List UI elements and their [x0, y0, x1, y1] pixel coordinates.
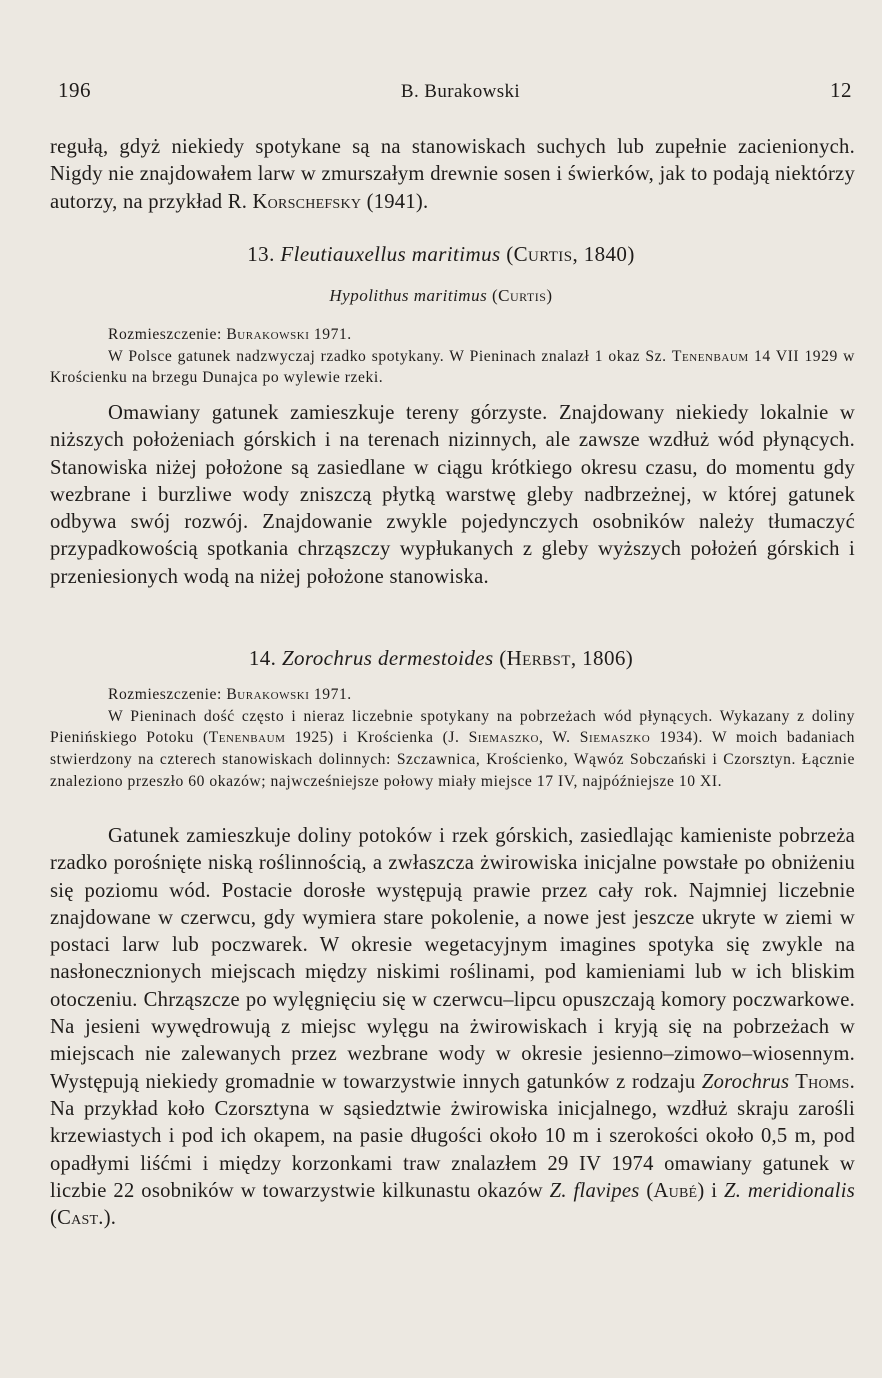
records-author: Siemaszko: [468, 729, 540, 747]
genus-name: Zorochrus: [701, 1070, 790, 1093]
paren-open: (: [639, 1179, 654, 1202]
cited-author: R. Korschefsky: [227, 190, 362, 213]
records-text: , W.: [539, 729, 580, 747]
records-text: W Pieninach dość często i nieraz liczebnie spotykany na pobrzeżach wód płynących. Wykazany z doliny Pienińskiego Potoku (: [50, 707, 855, 747]
discussion-paragraph: Omawiany gatunek zamieszkuje tereny górzyste. Znajdowany niekiedy lokalnie w niższych położeniach górskich i na terenach nizinnych, ale zawsze wzdłuż wód płynących. Stanowiska niżej położone są zasiedlane w ciągu krótkiego okresu czasu, do momentu gdy wezbrane i burzliwe wody zniszczą płytką warstwę gleby nadbrzeżnej, w której gatunek odbywa swój rozwój. Znajdowanie zwykle pojedynczych osobników należy tłumaczyć przypadkowością spotkania chrząszczy wypłukanych z gleby wyższych położeń górskich i przeniesionych wodą na niżej położone stanowiska.: [50, 402, 855, 588]
species-author: Curtis: [513, 242, 573, 266]
synonym-close: ): [546, 286, 553, 305]
distribution-author: Burakowski: [226, 686, 310, 703]
issue-number: 12: [829, 78, 852, 102]
synonym-author: Curtis: [498, 286, 547, 305]
records-author: Siemaszko: [579, 729, 651, 747]
paren-close: ).: [103, 1207, 117, 1230]
author-year: , 1840): [572, 242, 635, 266]
species-author: Cast.: [57, 1207, 104, 1230]
intro-paragraph: [50, 134, 855, 216]
species-name: Fleutiauxellus maritimus: [280, 242, 501, 266]
records-text-end: 1934). W moich badaniach stwierdzony na czterech stanowiskach dolinnych: Szczawnica, Krościenko, Wąwóz Sobczański i Czorsztyn. Łącznie znaleziono przeszło 60 okazów; najwcześniejsze połowy miały miejsce 17 IV, najpóźniejsze 10 XI.: [50, 729, 855, 790]
distribution-author: Burakowski: [226, 326, 310, 343]
discussion-text: Gatunek zamieszkuje doliny potoków i rzek górskich, zasiedlając kamieniste pobrzeża rzadko porośnięte niską roślinnością, a zwłaszcza żwirowiska inicjalne powstałe po obniżeniu się poziomu wód. Postacie dorosłe występują prawie przez cały rok. Najmniej liczebnie znajdowane w czerwcu, gdy wymiera stare pokolenie, a nowe jest jeszcze ukryte w ziemi w postaci larw lub poczwarek. W okresie wegetacyjnym imagines spotyka się zwykle na nasłonecznionych miejscach między niskimi roślinami, pod kamieniami lub w ich bliskim otoczeniu. Chrząszcze po wylęgnięciu się w czerwcu–lipcu opuszczają komory poczwarkowe. Na jesieni wywędrowują z miejsc wylęgu na żwirowiskach i kryją się na pobrzeżach w miejscach nie zalewanych przez wezbrane wody w okresie jesienno–zimowo–wiosennym. Występują niekiedy gromadnie w towarzystwie innych gatunków z rodzaju: [50, 825, 855, 1093]
author-open: (: [493, 646, 507, 670]
records-author: Tenenbaum: [208, 729, 286, 747]
distribution-year: 1971.: [309, 686, 352, 703]
discussion-text: Na przykład koło Czorsztyna w sąsiedztwie żwirowiska inicjalnego, wzdłuż skraju zarośli krzewiastych i pod ich okapem, na pasie długości około 10 m i szerokości około 0,5 m, pod opadłymi liśćmi i między korzonkami traw znalazłem 29 IV 1974 omawiany gatunek w liczbie 22 osobników w towarzystwie kilkunastu okazów: [50, 1097, 855, 1202]
genus-author: Thoms.: [789, 1070, 855, 1093]
synonym-open: (: [487, 286, 499, 305]
running-header: [58, 78, 852, 104]
intro-text: regułą, gdyż niekiedy spotykane są na stanowiskach suchych lub zupełnie zacienionych. Nigdy nie znajdowałem larw w zmurszałym drewnie sosen i świerków, jak to podają niektórzy autorzy, na przykład: [50, 136, 855, 213]
species-13-synonym: [0, 286, 882, 306]
species-name: Z. meridionalis: [724, 1179, 855, 1202]
intro-year: (1941).: [361, 190, 429, 213]
species-name: Zorochrus dermestoides: [281, 646, 494, 670]
species-13-discussion: [50, 400, 855, 591]
conjunction: ) i: [697, 1179, 724, 1202]
species-author: Herbst: [506, 646, 571, 670]
species-name: Z. flavipes: [549, 1179, 640, 1202]
author-open: (: [500, 242, 514, 266]
author-year: , 1806): [570, 646, 634, 670]
records-text: 1925) i Krościenka (J.: [285, 729, 469, 747]
page-number: 196: [58, 78, 91, 102]
species-14-heading: [0, 646, 882, 671]
paren-open: (: [50, 1207, 58, 1230]
records-text-end: 14 VII 1929 w Krościenku na brzegu Dunajca po wylewie rzeki.: [50, 347, 855, 387]
species-number: 13.: [247, 242, 275, 266]
distribution-label: Rozmieszczenie:: [108, 326, 227, 343]
records-author: Tenenbaum: [671, 347, 749, 365]
species-14-discussion: [50, 823, 855, 1232]
distribution-label: Rozmieszczenie:: [108, 686, 227, 703]
species-13-heading: [0, 242, 882, 267]
records-text: W Polsce gatunek nadzwyczaj rzadko spotykany. W Pieninach znalazł 1 okaz Sz.: [108, 347, 672, 365]
species-number: 14.: [248, 646, 277, 670]
running-title: B. Burakowski: [400, 81, 521, 102]
species-14-records: [50, 684, 855, 793]
species-13-records: [50, 324, 855, 389]
distribution-year: 1971.: [309, 326, 352, 343]
synonym-name: Hypolithus maritimus: [329, 286, 488, 305]
species-author: Aubé: [653, 1179, 698, 1202]
